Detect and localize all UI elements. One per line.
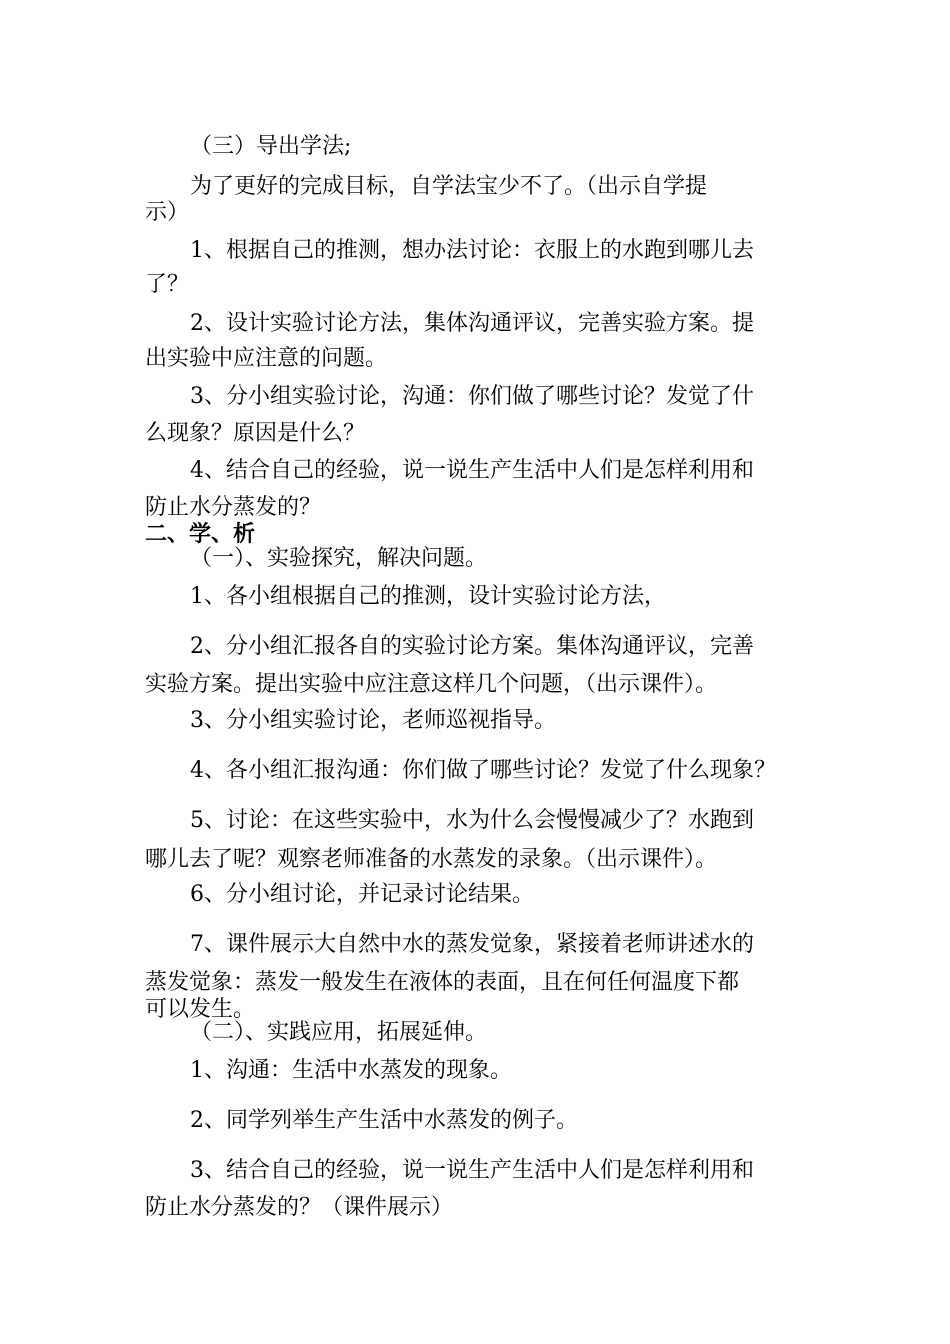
part-one-title: （一）、实验探究，解决问题。 xyxy=(190,546,488,571)
intro-line-2: 示） xyxy=(145,200,190,225)
part-one-item-2-line-2: 实验方案。提出实验中应注意这样几个问题，（出示课件）。 xyxy=(145,672,718,697)
hint-1-line-1: 1、根据自己的推测，想办法讨论：衣服上的水跑到哪儿去 xyxy=(190,238,754,263)
part-two-item-2: 2、同学列举生产生活中水蒸发的例子。 xyxy=(190,1108,578,1133)
part-one-item-6: 6、分小组讨论，并记录讨论结果。 xyxy=(190,882,534,907)
hint-3-line-2: 么现象？原因是什么？ xyxy=(145,421,366,446)
hint-1-line-2: 了？ xyxy=(145,272,190,297)
hint-2-line-2: 出实验中应注意的问题。 xyxy=(145,346,388,371)
part-one-item-4: 4、各小组汇报沟通：你们做了哪些讨论？发觉了什么现象？ xyxy=(190,758,776,783)
hint-4-line-2: 防止水分蒸发的？ xyxy=(145,495,322,520)
part-two-item-3-line-1: 3、结合自己的经验，说一说生产生活中人们是怎样利用和 xyxy=(190,1158,754,1183)
part-two-item-3-line-2: 防止水分蒸发的？（课件展示） xyxy=(145,1195,454,1220)
section-three-title: （三）导出学法; xyxy=(190,134,352,159)
intro-line-1: 为了更好的完成目标，自学法宝少不了。（出示自学提 xyxy=(190,174,708,199)
hint-4-line-1: 4、结合自己的经验，说一说生产生活中人们是怎样利用和 xyxy=(190,458,754,483)
part-one-item-7-line-1: 7、课件展示大自然中水的蒸发觉象，紧接着老师讲述水的 xyxy=(190,932,754,957)
hint-3-line-1: 3、分小组实验讨论，沟通：你们做了哪些讨论？发觉了什 xyxy=(190,384,754,409)
part-two-item-1: 1、沟通：生活中水蒸发的现象。 xyxy=(190,1058,512,1083)
part-one-item-5-line-2: 哪儿去了呢？观察老师准备的水蒸发的录象。（出示课件）。 xyxy=(145,847,718,872)
part-one-item-5-line-1: 5、讨论：在这些实验中，水为什么会慢慢减少了？水跑到 xyxy=(190,808,754,833)
part-one-item-7-line-3: 可以发生。 xyxy=(145,997,256,1022)
part-one-item-7-line-2: 蒸发觉象：蒸发一般发生在液体的表面，且在何任何温度下都 xyxy=(145,970,740,995)
part-one-item-1: 1、各小组根据自己的推测，设计实验讨论方法， xyxy=(190,584,666,609)
part-one-item-2-line-1: 2、分小组汇报各自的实验讨论方案。集体沟通评议，完善 xyxy=(190,634,754,659)
part-two-title: （二）、实践应用，拓展延伸。 xyxy=(190,1020,488,1045)
hint-2-line-1: 2、设计实验讨论方法，集体沟通评议，完善实验方案。提 xyxy=(190,311,754,336)
section-heading-two: 二、学、析 xyxy=(145,522,256,547)
part-one-item-3: 3、分小组实验讨论，老师巡视指导。 xyxy=(190,708,556,733)
